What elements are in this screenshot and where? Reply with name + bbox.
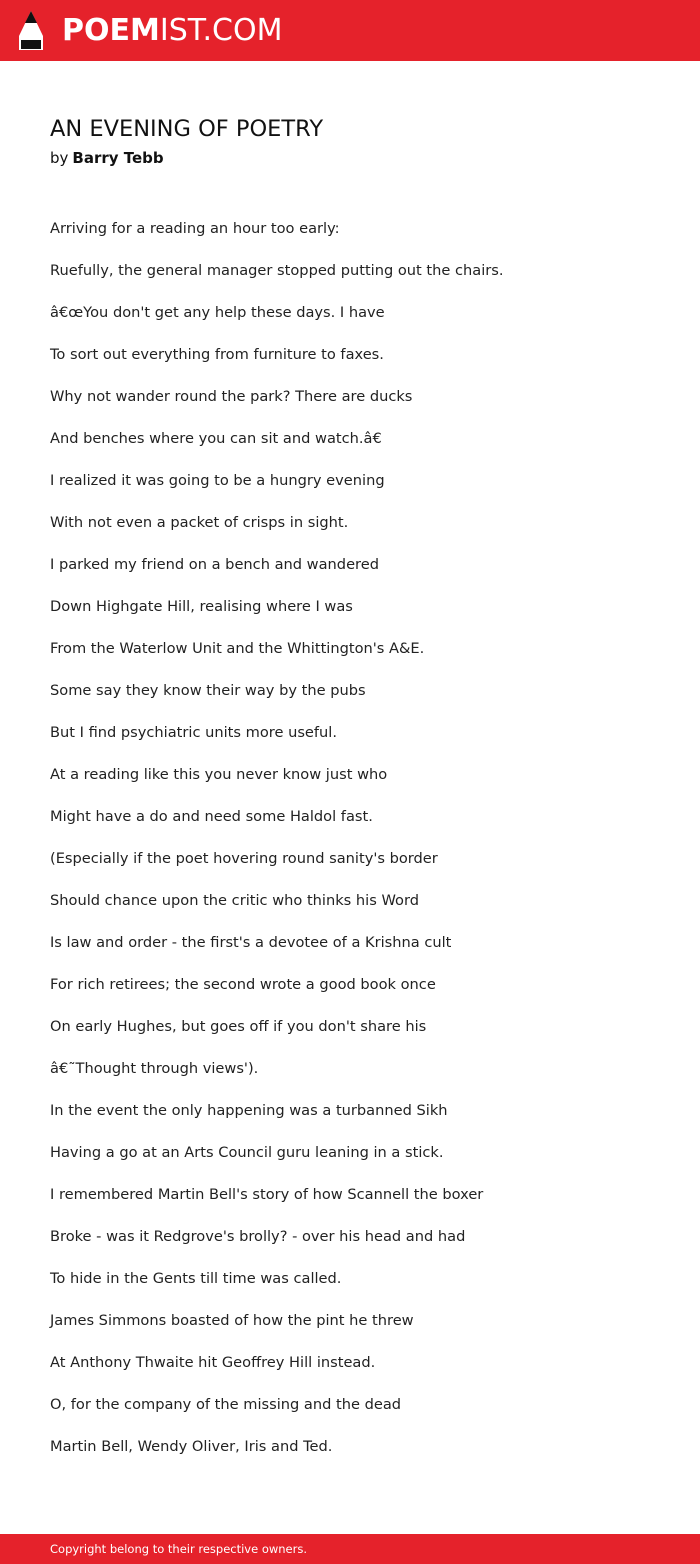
poem-line: I realized it was going to be a hungry evening (50, 472, 385, 489)
poem-body (50, 219, 670, 1479)
byline (50, 149, 164, 167)
poem-line: I remembered Martin Bell's story of how Scannell the boxer (50, 1186, 484, 1203)
poem-line: And benches where you can sit and watch.â€ (50, 430, 382, 447)
poem-line: I parked my friend on a bench and wandered (50, 556, 379, 573)
site-logo-text[interactable] (62, 12, 282, 50)
by-label: by (50, 149, 69, 167)
poem-line: (Especially if the poet hovering round sanity's border (50, 850, 438, 867)
poem-line: Having a go at an Arts Council guru leaning in a stick. (50, 1144, 444, 1161)
poem-line: To sort out everything from furniture to faxes. (50, 346, 384, 363)
poem-line: But I find psychiatric units more useful. (50, 724, 337, 741)
pencil-tip-icon[interactable] (17, 10, 45, 52)
poem-line: Is law and order - the first's a devotee of a Krishna cult (50, 934, 452, 951)
poem-line: At a reading like this you never know just who (50, 766, 388, 783)
poem-line: Some say they know their way by the pubs (50, 682, 366, 699)
poem-line: â€˜Thought through views'). (50, 1060, 259, 1077)
poem-line: At Anthony Thwaite hit Geoffrey Hill instead. (50, 1354, 376, 1371)
poem-line: To hide in the Gents till time was called. (50, 1270, 342, 1287)
poem-line: In the event the only happening was a turbanned Sikh (50, 1102, 448, 1119)
copyright-notice: Copyright belong to their respective owners. (50, 1542, 308, 1556)
poem-line: Arriving for a reading an hour too early: (50, 220, 340, 237)
poem-line: On early Hughes, but goes off if you don't share his (50, 1018, 427, 1035)
site-footer (0, 1534, 700, 1564)
site-header (0, 0, 700, 61)
brand-bold: POEM (62, 13, 160, 48)
poem-line: â€œYou don't get any help these days. I have (50, 304, 385, 321)
poem-line: Down Highgate Hill, realising where I was (50, 598, 353, 615)
poem-line: Ruefully, the general manager stopped putting out the chairs. (50, 262, 504, 279)
poem-line: For rich retirees; the second wrote a good book once (50, 976, 436, 993)
poem-line: From the Waterlow Unit and the Whittington's A&E. (50, 640, 425, 657)
poem-title: AN EVENING OF POETRY (50, 116, 324, 142)
poem-line: Might have a do and need some Haldol fast. (50, 808, 373, 825)
author-name: Barry Tebb (72, 149, 164, 167)
poem-line: Why not wander round the park? There are ducks (50, 388, 413, 405)
poem-line: Broke - was it Redgrove's brolly? - over his head and had (50, 1228, 466, 1245)
brand-light: IST.COM (159, 13, 283, 48)
poem-line: James Simmons boasted of how the pint he threw (50, 1312, 414, 1329)
poem-line: Martin Bell, Wendy Oliver, Iris and Ted. (50, 1438, 333, 1455)
poem-line: O, for the company of the missing and the dead (50, 1396, 402, 1413)
poem-line: Should chance upon the critic who thinks his Word (50, 892, 419, 909)
poem-line: With not even a packet of crisps in sight. (50, 514, 349, 531)
